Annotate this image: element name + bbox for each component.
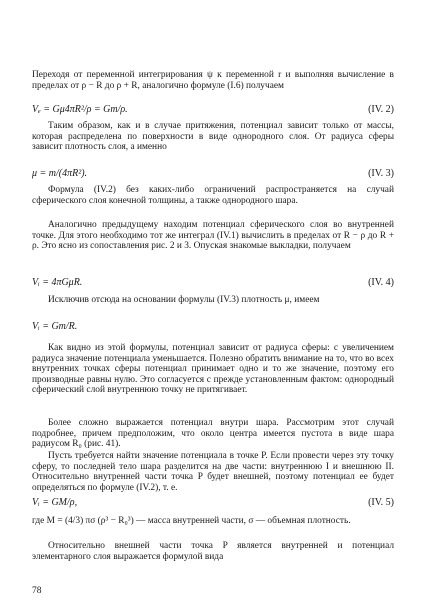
- paragraph: [32, 541, 394, 562]
- paragraph: [32, 220, 394, 252]
- paragraph-text: Пусть требуется найти значение потенциала в точке P. Если провести через эту точку сферу, то последней тело шара разделится на две части: внутреннюю I и внешнюю II. Относительно внутренней части точка P будет внешней, поэтому потенциал ее будет определяться по формуле (IV.2), т. е.: [32, 451, 394, 493]
- equation-iv-2: [32, 104, 394, 116]
- paragraph-text: Аналогично предыдущему находим потенциал сферического слоя во внутренней точке. Для этого необходимо тот же интеграл (IV.1) вычислить в пределах от R − ρ до R + ρ. Это ясно из сопоставления рис. 2 и 3. Опуская знакомые выкладки, получаем: [32, 220, 394, 252]
- equation-number: (IV. 5): [368, 497, 394, 508]
- paragraph-text: Исключив отсюда на основании формулы (IV.3) плотность μ, имеем: [48, 295, 320, 305]
- paragraph-text: Переходя от переменной интегрирования ψ к переменной r и выполняя вычисление в пределах от ρ − R до ρ + R, аналогично формуле (I.6) получаем: [32, 70, 394, 91]
- paragraph-text: Относительно внешней части точка P является внутренней и потенциал элементарного слоя выражается формулой вида: [32, 541, 394, 562]
- paragraph: [32, 70, 394, 91]
- equation-number: (IV. 2): [368, 104, 394, 115]
- equation-formula: Vₑ = Gμ4πR²/ρ = Gm/ρ.: [32, 104, 128, 115]
- paragraph: [32, 121, 394, 153]
- equation-iv-5: [32, 497, 394, 509]
- paragraph-text: Как видно из этой формулы, потенциал зависит от радиуса сферы: с увеличением радиуса значение потенциала уменьшается. Полезно обратить внимание на то, что во всех внутренних точках сферы потенциал принимает одно и то же значение, поэтому его производные равны нулю. Это согласуется с прежде установленным фактом: однородный сферический слой внутреннюю точку не притягивает.: [32, 343, 394, 396]
- equation-number: (IV. 4): [368, 277, 394, 288]
- paragraph: [32, 516, 394, 527]
- paragraph: [32, 343, 394, 396]
- paragraph-text: Формула (IV.2) без каких-либо ограничений распространяется на случай сферического слоя конечной толщины, а также однородного шара.: [32, 185, 394, 206]
- equation-formula: Vᵢ = Gm/R.: [32, 321, 78, 332]
- paragraph-text: Более сложно выражается потенциал внутри шара. Рассмотрим этот случай подробнее, причем предположим, что около центра имеется пустота в виде шара радиусом R₀ (рис. 41).: [32, 418, 394, 450]
- paragraph: [32, 185, 394, 206]
- equation-vi: [32, 321, 394, 333]
- paragraph-text: где M = (4/3) πσ (ρ³ − R₀³) — масса внутренней части, σ — объемная плотность.: [32, 516, 351, 526]
- equation-iv-3: [32, 168, 394, 180]
- page-number: 78: [32, 586, 42, 596]
- equation-formula: Vᵢ = 4πGμR.: [32, 277, 83, 288]
- paragraph: [32, 418, 394, 450]
- equation-number: (IV. 3): [368, 168, 394, 179]
- equation-formula: μ = m/(4πR²).: [32, 168, 88, 179]
- equation-formula: Vᵢ = GM/ρ,: [32, 497, 78, 508]
- equation-iv-4: [32, 277, 394, 289]
- paragraph: [32, 451, 394, 493]
- paragraph: [32, 295, 394, 306]
- paragraph-text: Таким образом, как и в случае притяжения, потенциал зависит только от массы, которая распределена по поверхности в виде однородного слоя. От радиуса сферы зависит плотность слоя, а именно: [32, 121, 394, 153]
